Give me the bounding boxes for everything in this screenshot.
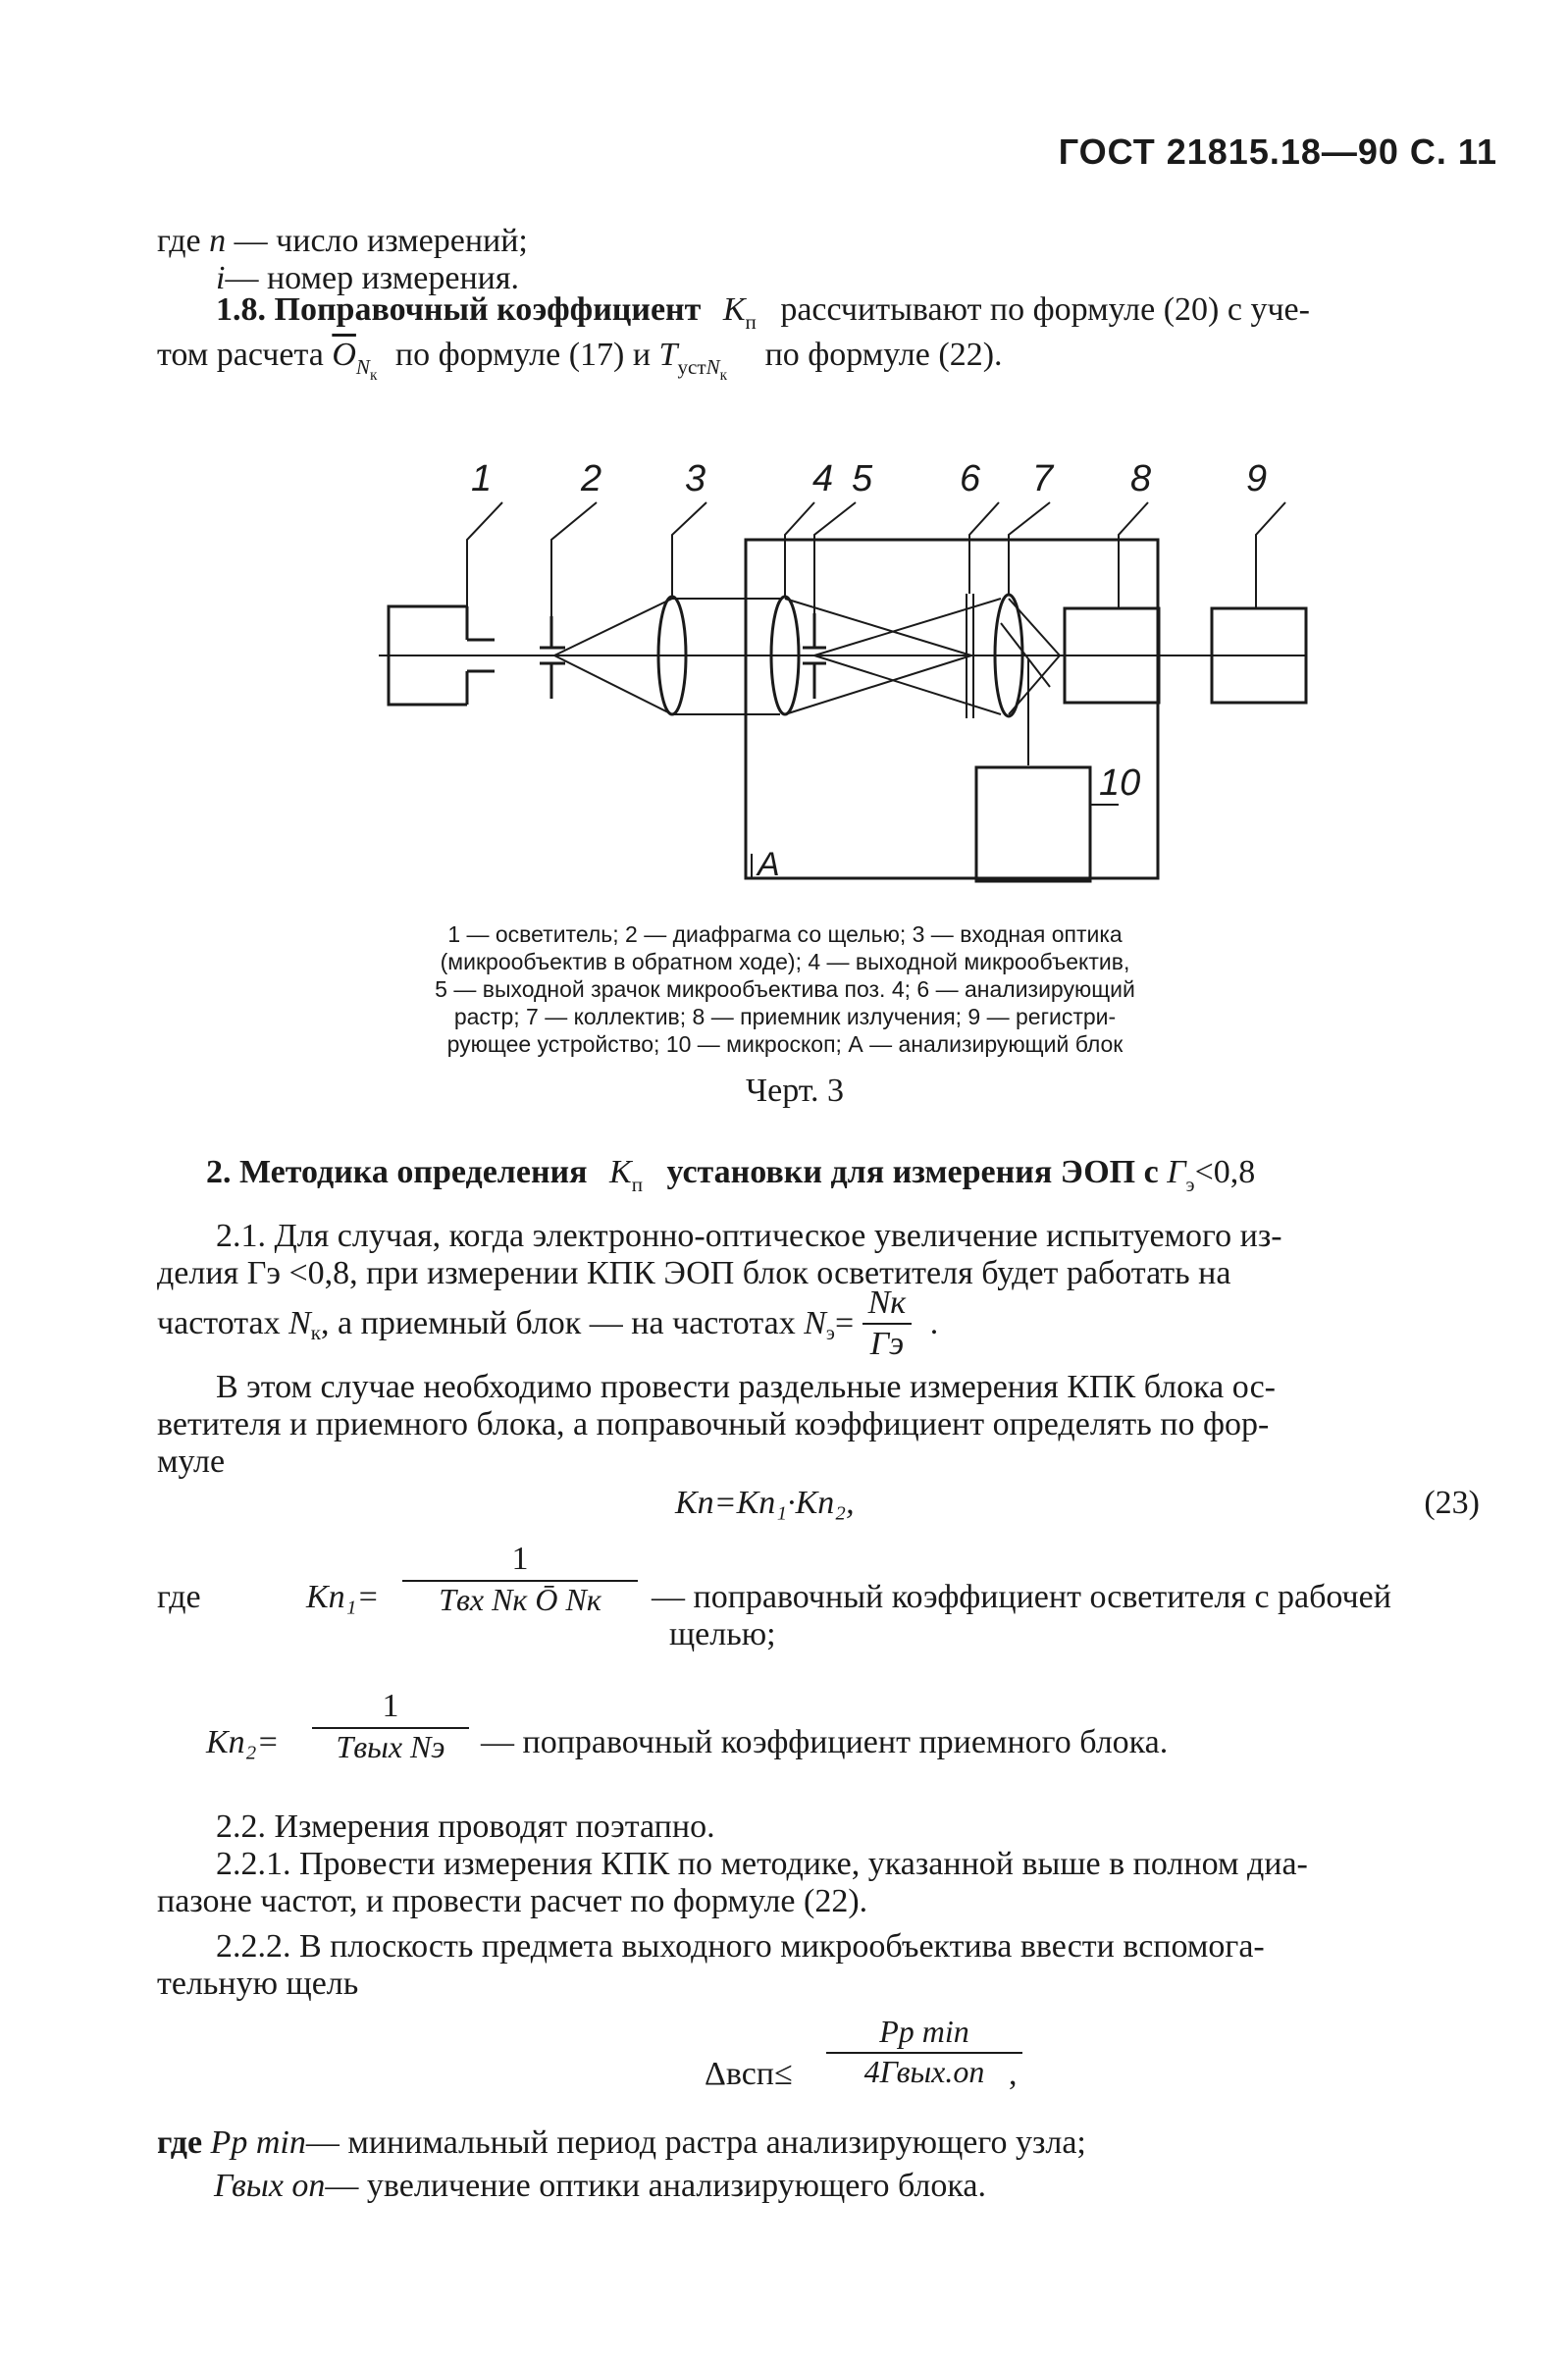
heading-text: 2. Методика определения bbox=[206, 1154, 588, 1190]
kp2-lhs: Kп₂= bbox=[206, 1724, 280, 1760]
analysing-block-frame bbox=[746, 540, 1158, 878]
delta-comma: , bbox=[1009, 2056, 1018, 2092]
sub-N: N bbox=[706, 355, 720, 380]
var-Gvyx: Гвых оп bbox=[214, 2168, 326, 2204]
sub-p: п bbox=[745, 310, 757, 335]
var-n: n bbox=[209, 223, 227, 259]
text: частотах bbox=[157, 1305, 281, 1341]
caption-line: (микрообъектив в обратном ходе); 4 — выходной микрообъектив, bbox=[440, 949, 1130, 974]
def-i: — номер измерения. bbox=[225, 260, 519, 296]
var-i: i bbox=[216, 260, 226, 296]
p21-line-2: делия Гэ <0,8, при измерении КПК ЭОП блок осветителя будет работать на bbox=[157, 1255, 1231, 1291]
where-line-2 bbox=[157, 2123, 1086, 2163]
sub-k: к bbox=[310, 1321, 322, 1345]
text: . bbox=[929, 1305, 939, 1341]
para-lead: Поправочный коэффициент bbox=[274, 291, 702, 328]
para-text: по формуле (17) и bbox=[394, 337, 652, 373]
where-word: где bbox=[157, 223, 201, 259]
var-K: K bbox=[722, 291, 746, 328]
para-number: 1.8. bbox=[216, 291, 266, 328]
sub-k: к bbox=[719, 366, 728, 384]
frac-den: Tвых Nэ bbox=[336, 1729, 445, 1764]
frac-num: 1 bbox=[312, 1688, 469, 1729]
where-line-3 bbox=[214, 2167, 986, 2206]
p-case-line-1: В этом случае необходимо провести раздельные измерения КПК блока ос- bbox=[216, 1369, 1276, 1405]
frac-num: 1 bbox=[402, 1541, 638, 1582]
where-word: где bbox=[157, 2124, 203, 2161]
para-text: том расчета bbox=[157, 337, 324, 373]
para-1-8-line-2 bbox=[157, 336, 1003, 384]
frac-den: Tвх Nк Ō Nк bbox=[439, 1582, 601, 1617]
p21-line-1: 2.1. Для случая, когда электронно-оптическое увеличение испытуемого из- bbox=[216, 1218, 1282, 1254]
optical-schematic bbox=[373, 442, 1315, 913]
figure-label: Черт. 3 bbox=[746, 1073, 845, 1109]
leader-7 bbox=[1009, 502, 1050, 595]
sub-e: э bbox=[1185, 1173, 1195, 1197]
kp2-fraction bbox=[312, 1688, 469, 1765]
leader-5 bbox=[814, 502, 856, 613]
p222-line-2: тельную щель bbox=[157, 1966, 359, 2002]
var-O: $\overline{O}$ bbox=[332, 337, 356, 373]
label-10: 10 bbox=[1099, 762, 1141, 804]
label-6: 6 bbox=[960, 458, 981, 499]
var-T: T bbox=[658, 337, 678, 373]
def-Gvyx: — увеличение оптики анализирующего блока. bbox=[325, 2168, 986, 2204]
leader-3 bbox=[672, 502, 706, 597]
sub-p: п bbox=[631, 1173, 644, 1197]
kp2-desc: — поправочный коэффициент приемного блока. bbox=[481, 1724, 1169, 1760]
figure-caption bbox=[294, 920, 1276, 1058]
p21-line-3 bbox=[157, 1284, 938, 1364]
var-G: Г bbox=[1167, 1154, 1186, 1190]
var-Pmin: Pp min bbox=[210, 2124, 306, 2161]
label-9: 9 bbox=[1246, 458, 1268, 499]
label-2: 2 bbox=[581, 458, 602, 499]
sub-N: N bbox=[355, 355, 370, 380]
delta-fraction bbox=[826, 2014, 1022, 2090]
formula-23-number: (23) bbox=[1424, 1485, 1480, 1521]
kp1-desc-2: щелью; bbox=[669, 1616, 776, 1652]
var-K: K bbox=[609, 1154, 632, 1190]
caption-line: 1 — осветитель; 2 — диафрагма со щелью; 3 — входная оптика bbox=[447, 921, 1123, 947]
label-5: 5 bbox=[852, 458, 873, 499]
where-word-2: где bbox=[157, 1579, 201, 1615]
def-Pmin: — минимальный период растра анализирующего узла; bbox=[305, 2124, 1086, 2161]
caption-line: растр; 7 — коллектив; 8 — приемник излучения; 9 — регистри- bbox=[453, 1004, 1117, 1029]
heading-text: установки для измерения ЭОП с bbox=[666, 1154, 1159, 1190]
section-2-heading bbox=[206, 1154, 1256, 1197]
para-text: по формуле (22). bbox=[764, 337, 1003, 373]
label-7: 7 bbox=[1032, 458, 1054, 499]
delta-lhs: Δвсп≤ bbox=[705, 2056, 793, 2092]
leader-4 bbox=[785, 502, 814, 597]
label-3: 3 bbox=[685, 458, 706, 499]
sub-k: к bbox=[369, 366, 378, 384]
page-header: ГОСТ 21815.18—90 С. 11 bbox=[1058, 131, 1497, 172]
sub-ust: уст bbox=[677, 355, 706, 380]
frac-num: Nк bbox=[862, 1284, 913, 1325]
leader-1 bbox=[467, 502, 502, 606]
p22: 2.2. Измерения проводят поэтапно. bbox=[216, 1809, 715, 1845]
p222-line-1: 2.2.2. В плоскость предмета выходного микрообъектива ввести вспомога- bbox=[216, 1928, 1265, 1965]
leader-8 bbox=[1119, 502, 1148, 608]
frac-num: Pp min bbox=[826, 2014, 1022, 2054]
text: , а приемный блок — на частотах bbox=[321, 1305, 796, 1341]
def-n: — число измерений; bbox=[234, 223, 528, 259]
para-text: рассчитывают по формуле (20) с уче- bbox=[780, 291, 1310, 328]
equals: = bbox=[834, 1305, 855, 1341]
caption-line: 5 — выходной зрачок микрообъектива поз. 4; 6 — анализирующий bbox=[435, 976, 1135, 1002]
sub-e: э bbox=[825, 1321, 835, 1345]
heading-text: <0,8 bbox=[1194, 1154, 1256, 1190]
p221-line-1: 2.2.1. Провести измерения КПК по методике, указанной выше в полном диа- bbox=[216, 1846, 1308, 1882]
kp1-fraction bbox=[402, 1541, 638, 1618]
caption-line: рующее устройство; 10 — микроскоп; А — анализирующий блок bbox=[446, 1031, 1124, 1057]
var-N: N bbox=[804, 1305, 826, 1341]
leader-2 bbox=[551, 502, 597, 616]
leader-9 bbox=[1256, 502, 1285, 608]
label-4: 4 bbox=[812, 458, 834, 499]
p-case-line-2: ветителя и приемного блока, а поправочный коэффициент определять по фор- bbox=[157, 1406, 1270, 1442]
para-1-8-line-1 bbox=[216, 290, 1310, 333]
p221-line-2: пазоне частот, и провести расчет по формуле (22). bbox=[157, 1883, 868, 1919]
microscope-box bbox=[976, 767, 1090, 881]
label-A: А bbox=[758, 846, 780, 883]
kp1-lhs: Kп₁= bbox=[306, 1579, 380, 1615]
intro-line-1 bbox=[157, 222, 528, 261]
fraction-Nk-Ge bbox=[862, 1284, 913, 1364]
kp1-desc-1: — поправочный коэффициент осветителя с рабочей bbox=[652, 1579, 1391, 1615]
label-1: 1 bbox=[471, 458, 493, 499]
formula-23: Kп=Kп₁·Kп₂, bbox=[675, 1485, 855, 1521]
p-case-line-3: муле bbox=[157, 1443, 226, 1480]
var-N: N bbox=[288, 1305, 311, 1341]
frac-den: 4Гвых.оп bbox=[863, 2054, 985, 2089]
frac-den: Гэ bbox=[869, 1326, 905, 1362]
label-8: 8 bbox=[1130, 458, 1152, 499]
leader-6 bbox=[969, 502, 999, 594]
